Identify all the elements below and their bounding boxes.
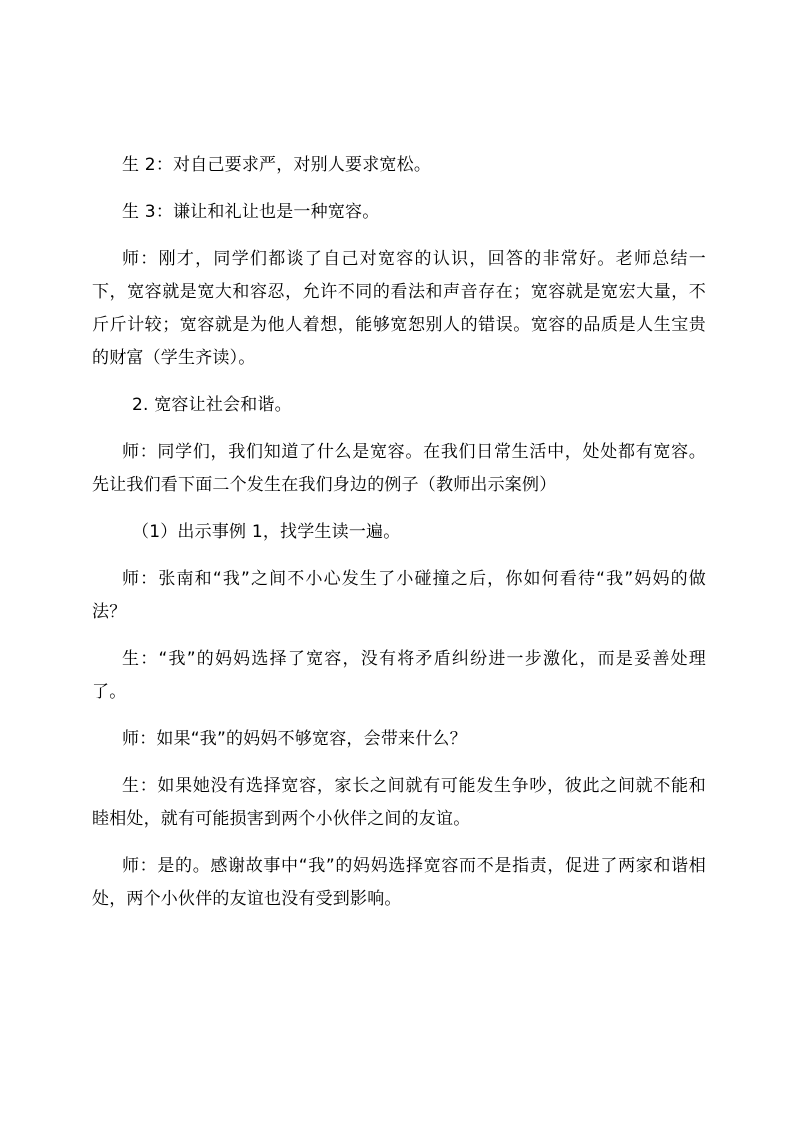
paragraph-student3: 生 3：谦让和礼让也是一种宽容。 bbox=[122, 202, 380, 222]
section-heading-harmony: 2. 宽容让社会和谐。 bbox=[132, 395, 292, 415]
paragraph-student2: 生 2：对自己要求严，对别人要求宽松。 bbox=[122, 155, 432, 175]
paragraph-case-1: （1）出示事例 1，找学生读一遍。 bbox=[132, 522, 401, 542]
document-body bbox=[92, 149, 706, 916]
paragraph-student-answer-1: 生：“我”的妈妈选择了宽容，没有将矛盾纠纷进一步激化，而是妥善处理了。 bbox=[92, 649, 706, 702]
paragraph-teacher-question-1: 师：张南和“我”之间不小心发生了小碰撞之后，你如何看待“我”妈妈的做法？ bbox=[92, 569, 706, 622]
paragraph-teacher-conclusion: 师：是的。感谢故事中“我”的妈妈选择宽容而不是指责，促进了两家和谐相处，两个小伙伴的友谊也没有受到影响。 bbox=[92, 856, 706, 909]
paragraph-student-answer-2: 生：如果她没有选择宽容，家长之间就有可能发生争吵，彼此之间就不能和睦相处，就有可能损害到两个小伙伴之间的友谊。 bbox=[92, 776, 706, 829]
paragraph-teacher-summary: 师：刚才，同学们都谈了自己对宽容的认识，回答的非常好。老师总结一下，宽容就是宽大和容忍，允许不同的看法和声音存在；宽容就是宽宏大量，不斤斤计较；宽容就是为他人着想，能够宽恕别人的错误。宽容的品质是人生宝贵的财富（学生齐读）。 bbox=[92, 249, 706, 368]
paragraph-teacher-question-2: 师：如果“我”的妈妈不够宽容，会带来什么？ bbox=[122, 729, 467, 749]
paragraph-teacher-intro-cases: 师：同学们，我们知道了什么是宽容。在我们日常生活中，处处都有宽容。先让我们看下面二个发生在我们身边的例子（教师出示案例） bbox=[92, 442, 706, 495]
